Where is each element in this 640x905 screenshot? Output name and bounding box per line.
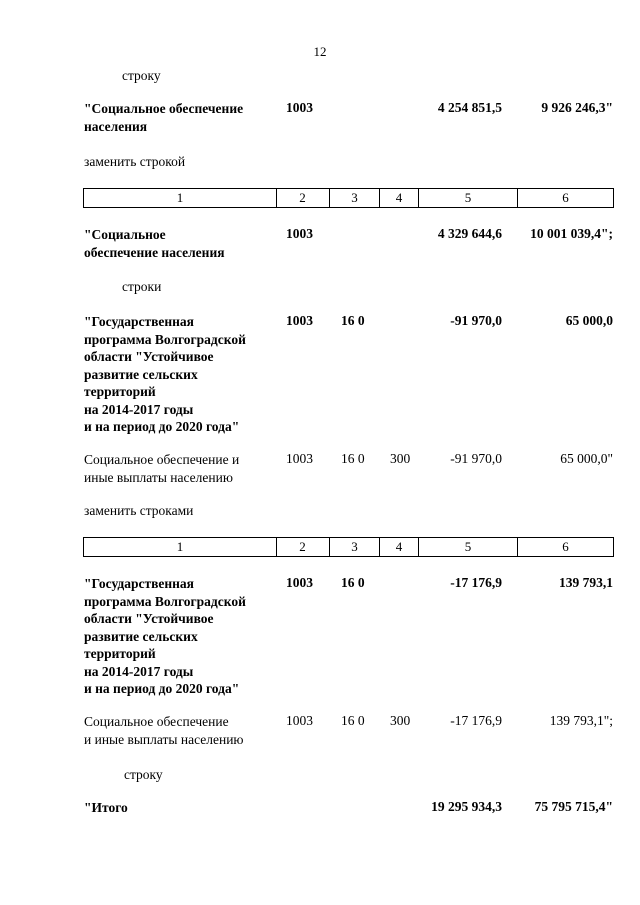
row-target: 16 0 (341, 713, 365, 728)
row-code: 1003 (286, 451, 313, 466)
header-col-3: 3 (330, 189, 380, 207)
row-name: "Государственная программа Волгоградской области "Устойчивое развитие сельских территорий на 2014-2017 годы и на период до 2020 года" (84, 576, 246, 696)
row-target: 16 0 (341, 575, 365, 590)
header-col-4: 4 (380, 189, 419, 207)
row-target: 16 0 (341, 451, 365, 466)
instruction-note: строку (122, 68, 161, 83)
row-value-5: 4 254 851,5 (437, 100, 502, 115)
row-name: "Социальное обеспечение населения (84, 101, 244, 134)
table-row (0, 100, 640, 134)
instruction-note: заменить строками (84, 503, 194, 518)
row-value-5: -91 970,0 (450, 451, 502, 466)
row-value-6: 9 926 246,3" (541, 100, 613, 115)
header-col-1: 1 (83, 189, 277, 207)
row-target: 16 0 (341, 313, 365, 328)
table-row (0, 313, 640, 434)
row-code: 1003 (286, 226, 313, 241)
row-value-6: 65 000,0" (560, 451, 613, 466)
header-col-3: 3 (330, 538, 380, 556)
row-code: 1003 (286, 100, 313, 115)
row-name: "Государственная программа Волгоградской области "Устойчивое развитие сельских территорий на 2014-2017 годы и на период до 2020 года" (84, 314, 246, 434)
row-value-5: -91 970,0 (450, 313, 502, 328)
row-value-6: 139 793,1 (559, 575, 613, 590)
row-type: 300 (390, 451, 411, 466)
table-row (0, 713, 640, 747)
header-col-5: 5 (419, 538, 518, 556)
header-col-6: 6 (518, 189, 614, 207)
header-col-6: 6 (518, 538, 614, 556)
row-value-6: 65 000,0 (565, 313, 613, 328)
row-code: 1003 (286, 575, 313, 590)
row-code: 1003 (286, 713, 313, 728)
instruction-note: заменить строкой (84, 154, 186, 169)
page-number: 12 (313, 44, 327, 59)
table-header (83, 537, 614, 557)
row-type: 300 (390, 713, 411, 728)
total-value-6: 75 795 715,4" (534, 799, 613, 814)
header-col-4: 4 (380, 538, 419, 556)
row-name: "Социальное обеспечение населения (84, 227, 225, 260)
row-value-6: 10 001 039,4"; (530, 226, 613, 241)
header-col-2: 2 (276, 538, 330, 556)
row-code: 1003 (286, 313, 313, 328)
total-label: "Итого (84, 800, 128, 815)
row-value-5: -17 176,9 (450, 575, 502, 590)
instruction-note: строку (124, 767, 163, 782)
row-value-6: 139 793,1"; (549, 713, 613, 728)
table-row (0, 226, 640, 260)
table-row-total (0, 799, 640, 819)
table-row (0, 575, 640, 696)
row-name: Социальное обеспечение и иные выплаты населению (84, 714, 244, 747)
header-col-5: 5 (419, 189, 518, 207)
row-value-5: 4 329 644,6 (437, 226, 502, 241)
table-header (83, 188, 614, 208)
table-row (0, 451, 640, 485)
row-name: Социальное обеспечение и иные выплаты населению (84, 452, 240, 485)
instruction-note: строки (122, 279, 162, 294)
header-col-2: 2 (276, 189, 330, 207)
total-value-5: 19 295 934,3 (431, 799, 502, 814)
header-col-1: 1 (83, 538, 277, 556)
row-value-5: -17 176,9 (450, 713, 502, 728)
